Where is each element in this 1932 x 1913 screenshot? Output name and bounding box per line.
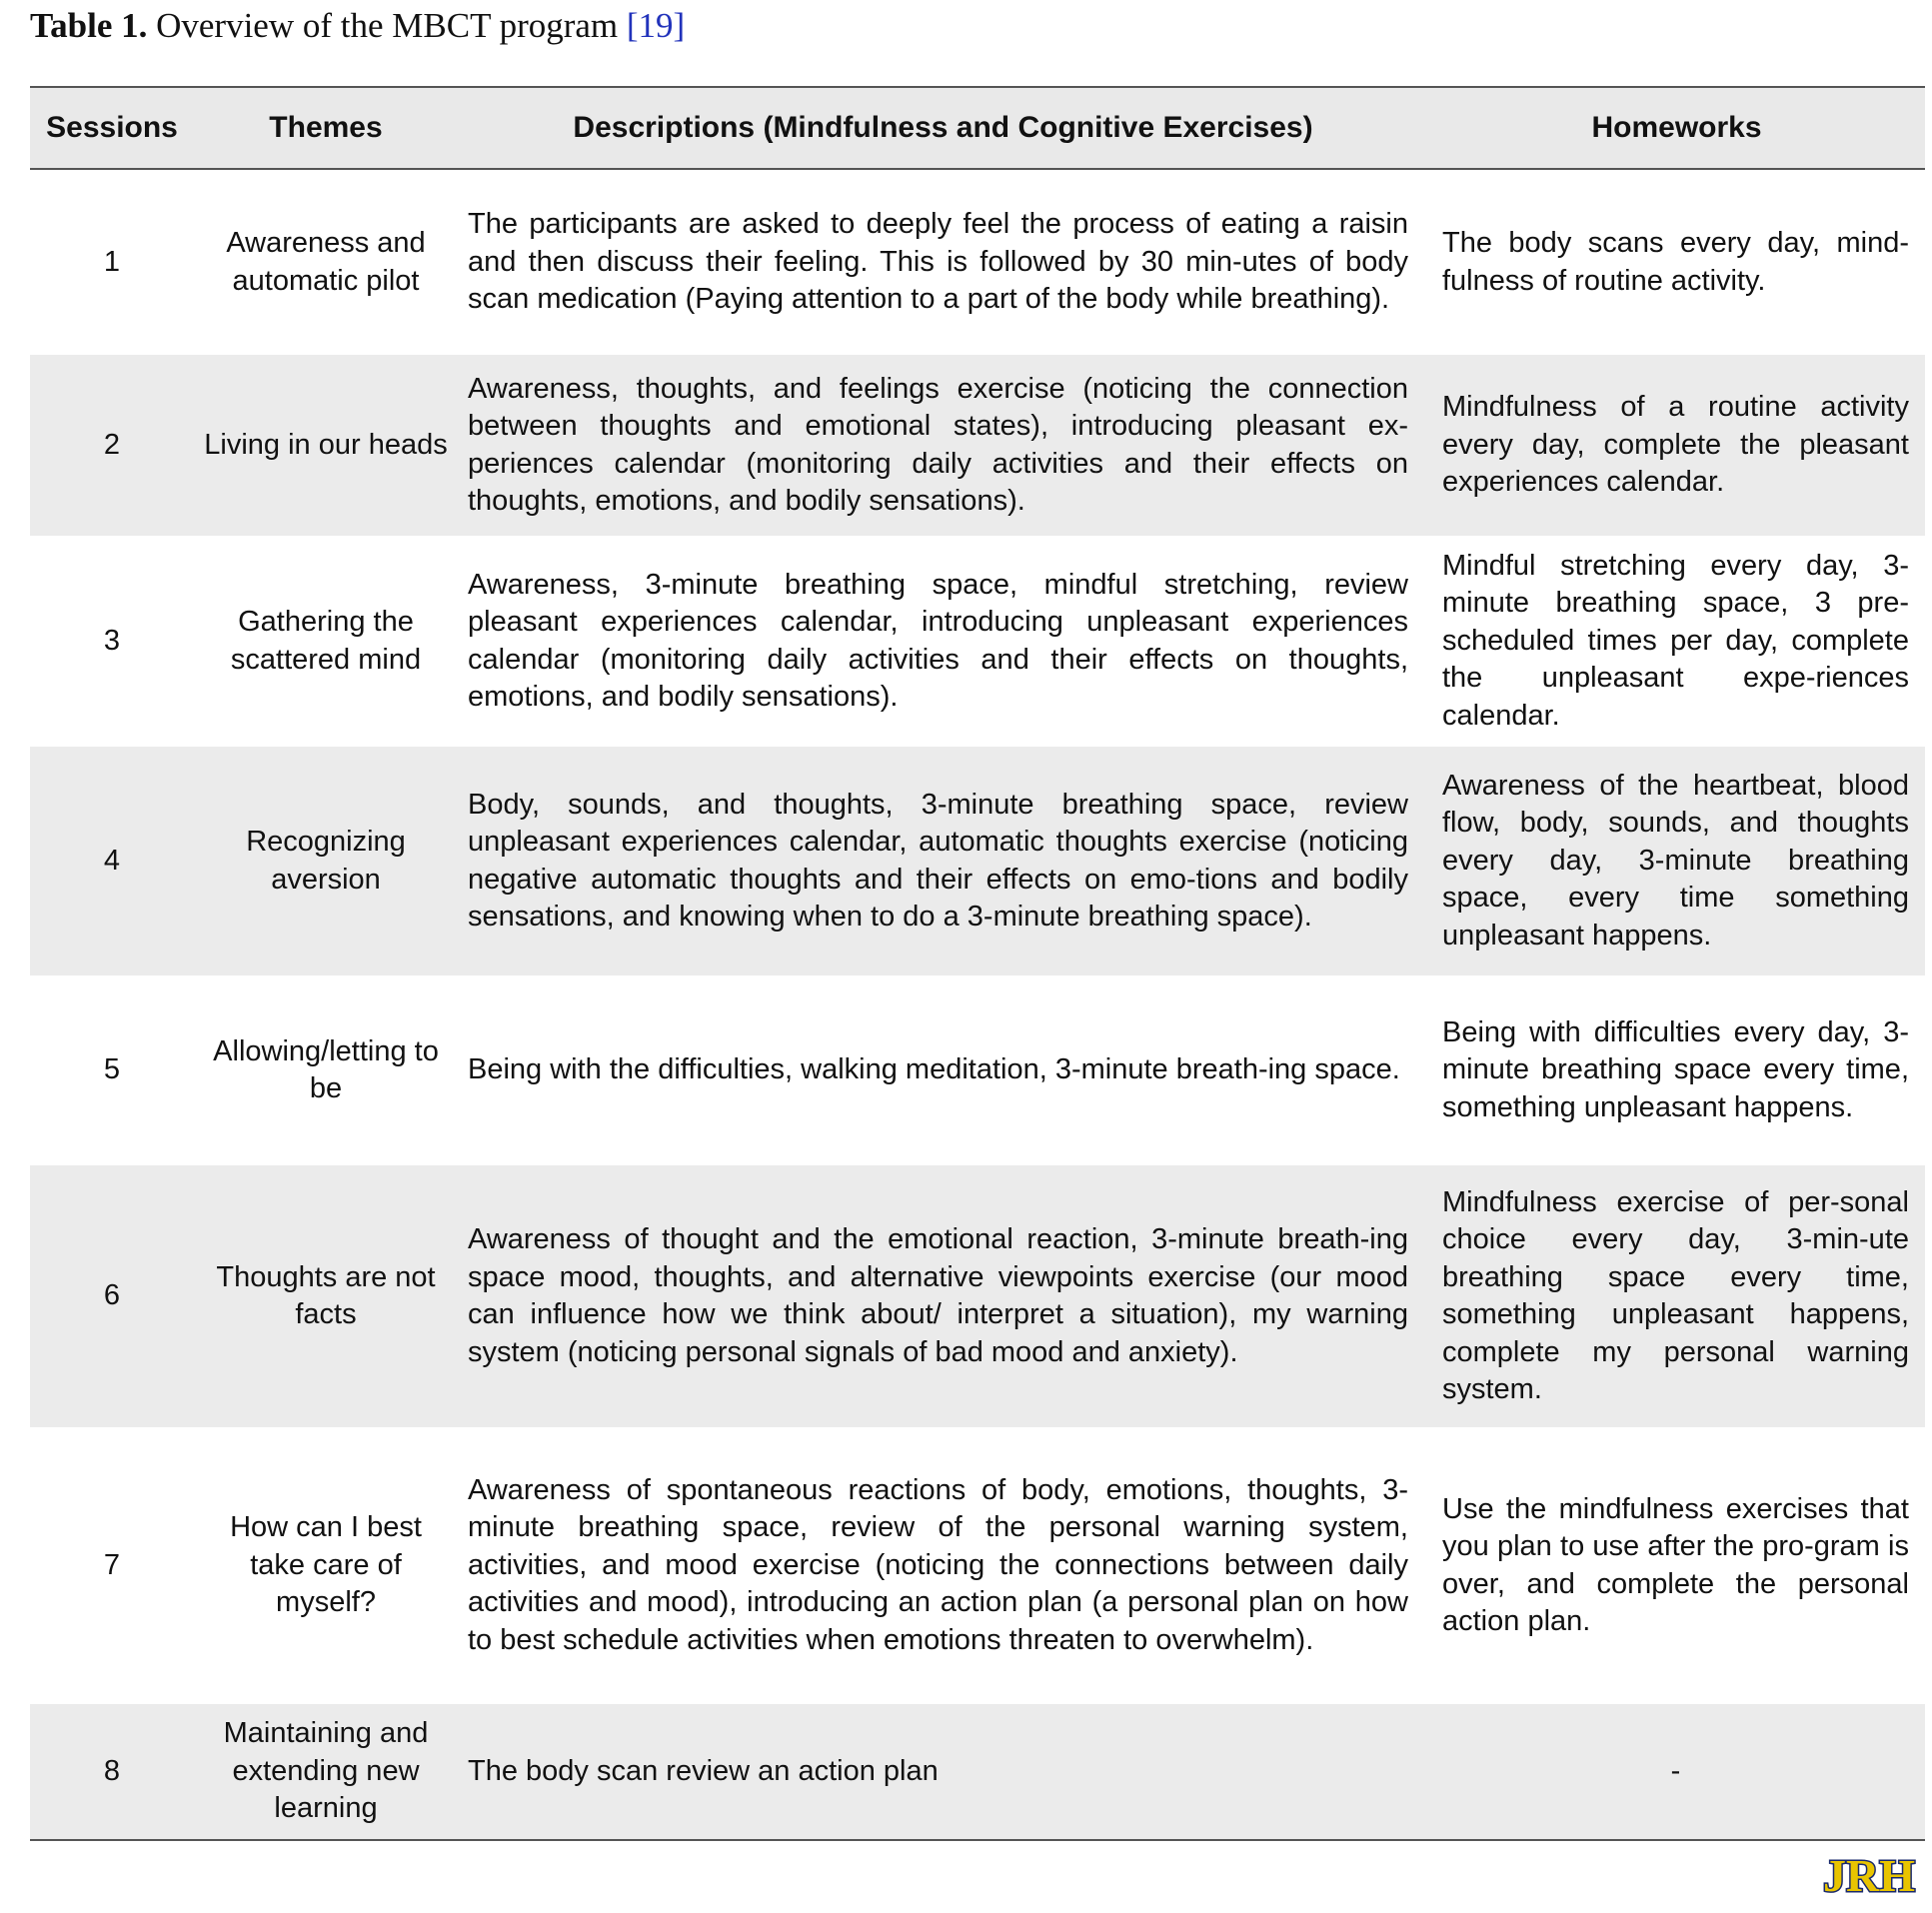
session-description: Awareness, 3-minute breathing space, mindful stretching, review pleasant experiences calendar, introducing unpleasant experiences calendar (monitoring daily activities and their effects on thoughts, emotions, and bodily sensations). [468, 568, 1408, 713]
table-row [30, 1427, 1925, 1704]
session-description: Awareness of spontaneous reactions of body, emotions, thoughts, 3-minute breathing space, review of the personal warning system, activities, and mood exercise (noticing the connections between daily activities and mood), introducing an action plan (a personal plan on how to best schedule activities when emotions threaten to overwhelm). [468, 1473, 1408, 1656]
session-number: 1 [103, 245, 121, 278]
header-homeworks: Homeworks [1428, 87, 1925, 169]
jrh-logo [1811, 1849, 1927, 1899]
caption-text: Overview of the MBCT program [147, 6, 627, 45]
session-homework: Mindfulness exercise of per-sonal choice every day, 3-min-ute breathing space every time, something unpleasant happens, complete my personal warning system. [1442, 1185, 1909, 1405]
header-sessions: Sessions [30, 87, 194, 169]
session-theme: Thoughts are not facts [216, 1260, 436, 1330]
session-theme: Awareness and automatic pilot [226, 227, 426, 297]
caption-reference-link[interactable]: [19] [626, 6, 686, 45]
session-number: 2 [103, 428, 121, 461]
jrh-logo-text: JRH [1823, 1850, 1915, 1899]
header-themes: Themes [194, 87, 458, 169]
session-description: The participants are asked to deeply feel the process of eating a raisin and then discuss their feeling. This is followed by 30 min-utes of body scan medication (Paying attention to a part of the body while breathing). [468, 208, 1408, 316]
session-description: The body scan review an action plan [458, 1704, 1428, 1840]
session-number: 5 [103, 1053, 121, 1086]
session-homework: The body scans every day, mind-fulness of routine activity. [1442, 227, 1909, 297]
session-number: 8 [30, 1704, 194, 1840]
table-row [30, 1704, 1925, 1840]
caption-label: Table 1. [30, 6, 148, 45]
table-caption [30, 6, 685, 46]
table-row [30, 169, 1925, 355]
table-row [30, 747, 1925, 975]
table-header-row [30, 87, 1925, 169]
session-theme: Allowing/letting to be [213, 1034, 439, 1104]
session-homework: Awareness of the heartbeat, blood flow, body, sounds, and thoughts every day, 3-minute breathing space, every time something unpleasant happens. [1442, 769, 1909, 952]
session-homework: Mindful stretching every day, 3-minute breathing space, 3 pre-scheduled times per day, complete the unpleasant expe-riences calendar. [1442, 549, 1909, 732]
session-theme: Recognizing aversion [246, 826, 406, 896]
table-row [30, 536, 1925, 747]
session-description: Being with the difficulties, walking meditation, 3-minute breath-ing space. [468, 1053, 1400, 1086]
session-description: Awareness of thought and the emotional reaction, 3-minute breath-ing space mood, thoughts, and alternative viewpoints exercise (our mood can influence how we think about/ interpret a situation), my warning system (noticing personal signals of bad mood and anxiety). [468, 1223, 1408, 1368]
session-theme: Maintaining and extending new learning [194, 1704, 458, 1840]
session-description: Awareness, thoughts, and feelings exercise (noticing the connection between thoughts and emotional states), introducing pleasant ex-periences calendar (monitoring daily activities and their effects on thoughts, emotions, and bodily sensations). [468, 372, 1408, 517]
session-theme: Living in our heads [204, 428, 448, 461]
table-row [30, 1165, 1925, 1427]
session-number: 6 [103, 1279, 121, 1312]
session-homework: Use the mindfulness exercises that you plan to use after the pro-gram is over, and complete the personal action plan. [1442, 1492, 1909, 1637]
session-theme: Gathering the scattered mind [230, 606, 422, 676]
header-descriptions: Descriptions (Mindfulness and Cognitive Exercises) [458, 87, 1428, 169]
session-homework: - [1428, 1704, 1925, 1840]
session-theme: How can I best take care of myself? [230, 1511, 422, 1619]
session-number: 3 [103, 624, 121, 657]
session-number: 4 [103, 844, 121, 877]
session-homework: Mindfulness of a routine activity every day, complete the pleasant experiences calendar. [1442, 391, 1909, 499]
session-homework: Being with difficulties every day, 3-minute breathing space every time, something unpleasant happens. [1442, 1015, 1909, 1123]
session-number: 7 [103, 1548, 121, 1581]
table-row [30, 355, 1925, 536]
table-row [30, 975, 1925, 1165]
mbct-table [30, 86, 1925, 1841]
session-description: Body, sounds, and thoughts, 3-minute breathing space, review unpleasant experiences calendar, automatic thoughts exercise (noticing negative automatic thoughts and their effects on emo-tions and bodily sensations, and knowing when to do a 3-minute breathing space). [468, 788, 1408, 933]
